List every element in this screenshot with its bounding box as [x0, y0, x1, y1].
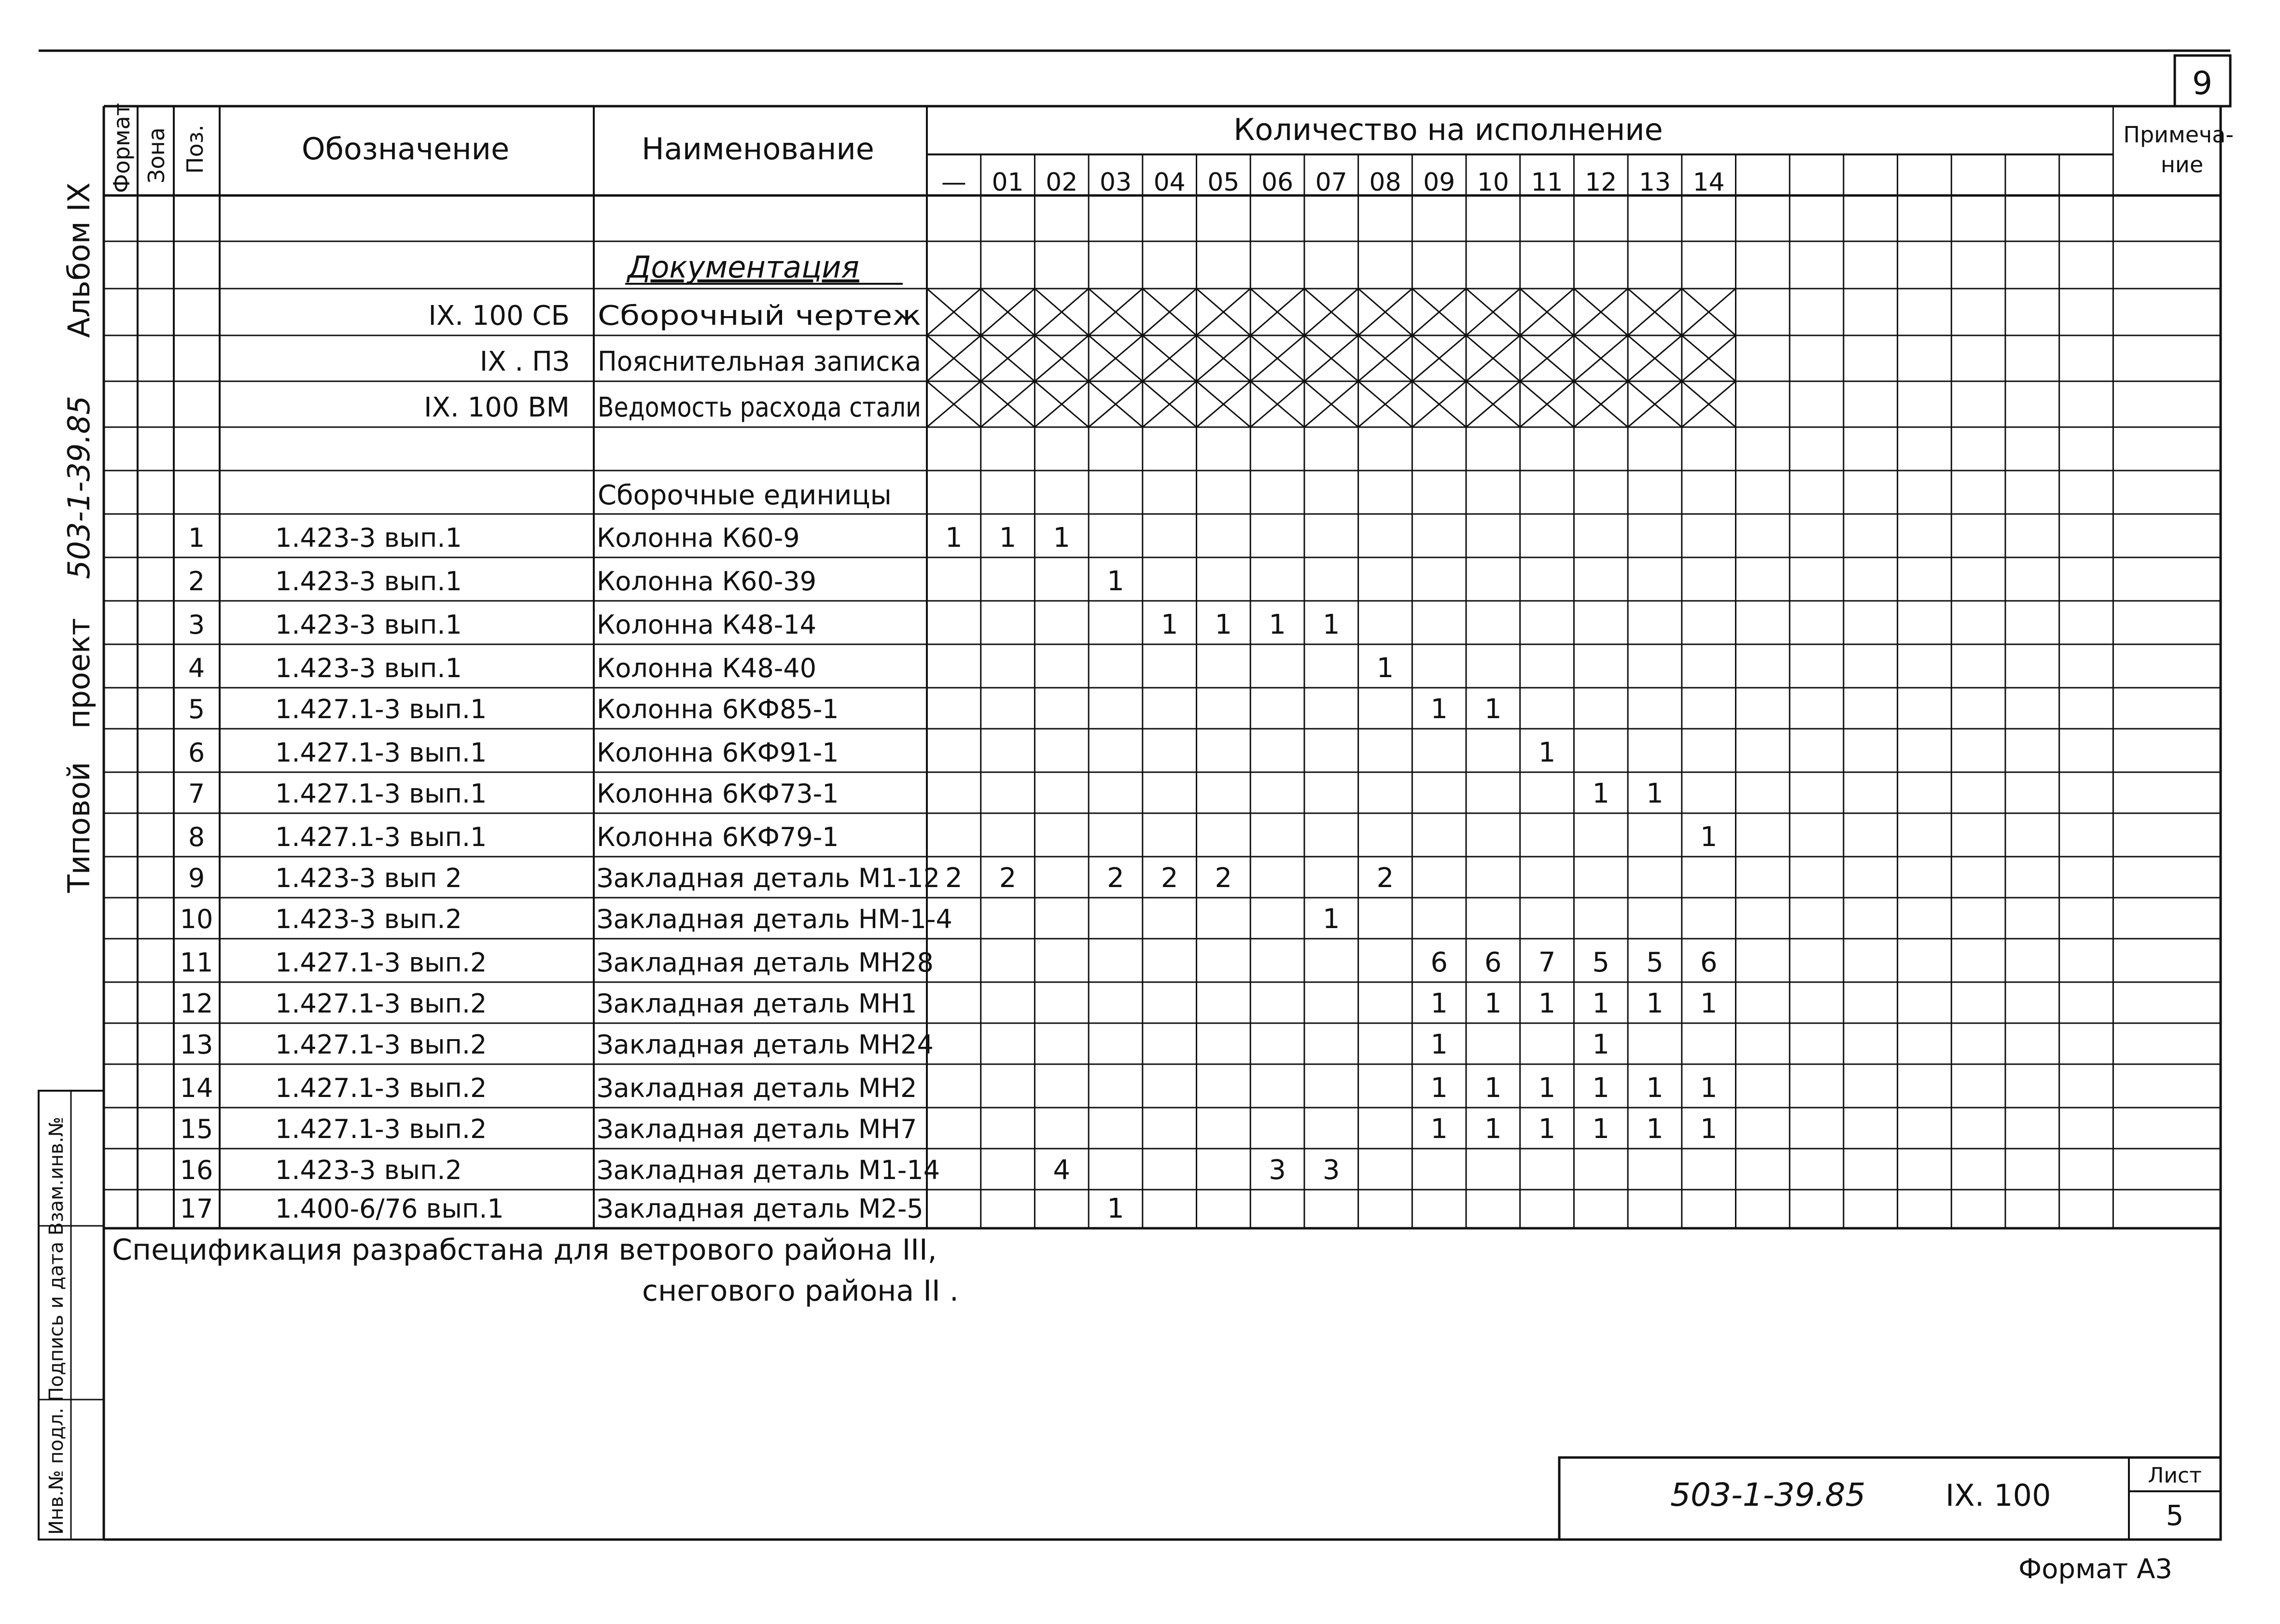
row-qty: 1 — [1376, 652, 1394, 684]
row-qty: 1 — [1430, 694, 1448, 725]
row-qty: 1 — [1592, 778, 1610, 809]
row-name: Закладная деталь МН28 — [597, 947, 934, 978]
row-designation: 1.423-3 вып.1 — [275, 523, 462, 553]
variant-header-7: 07 — [1315, 168, 1347, 197]
variant-header-2: 02 — [1046, 168, 1078, 197]
variant-header-6: 06 — [1261, 168, 1294, 197]
row-name: Колонна 6КФ91-1 — [597, 737, 839, 768]
table-row — [188, 737, 1556, 768]
row-qty: 1 — [1700, 1113, 1718, 1145]
header-name: Наименование — [642, 131, 874, 167]
row-qty: 1 — [1592, 988, 1610, 1019]
row-designation: 1.423-3 вып.2 — [275, 1155, 462, 1185]
variant-headers — [941, 168, 1725, 197]
specification-rows — [180, 522, 1718, 1224]
row-qty: 1 — [1161, 609, 1178, 640]
row-qty: 4 — [1053, 1154, 1071, 1186]
row-qty: 2 — [1161, 862, 1178, 894]
row-designation: 1.427.1-3 вып.2 — [275, 947, 487, 978]
stamp-text: Инв.№ подл. Подпись и дата Взам.инв.№ — [45, 1116, 68, 1535]
table-row — [188, 778, 1664, 809]
side-project: проект — [61, 618, 97, 729]
row-pos: 3 — [188, 610, 205, 640]
row-qty: 1 — [999, 522, 1017, 554]
row-name: Закладная деталь М1-12 — [597, 863, 940, 893]
row-qty: 1 — [1484, 1113, 1502, 1145]
row-pos: 10 — [180, 904, 213, 934]
row-pos: 7 — [188, 778, 205, 809]
header-designation: Обозначение — [301, 131, 510, 167]
row-designation: 1.427.1-3 вып.1 — [275, 737, 487, 768]
table-row — [188, 609, 1340, 640]
header-format: Формат — [109, 103, 135, 193]
row-designation: 1.427.1-3 вып.1 — [275, 822, 487, 852]
row-qty: 1 — [1430, 1113, 1448, 1145]
doc-designation-2: IX. 100 ВМ — [424, 392, 570, 423]
section-documentation: Документация — [628, 250, 859, 285]
row-pos: 11 — [180, 947, 213, 978]
row-pos: 9 — [188, 863, 205, 893]
section-assembly-units: Сборочные единицы — [598, 480, 892, 511]
row-qty: 1 — [1646, 1072, 1664, 1104]
row-designation: 1.427.1-3 вып.2 — [275, 1073, 487, 1103]
row-qty: 1 — [1107, 566, 1124, 597]
row-pos: 6 — [188, 737, 205, 768]
row-qty: 1 — [945, 522, 963, 554]
row-name: Колонна К60-9 — [597, 523, 800, 553]
title-code: 503-1-39.85 — [1670, 1476, 1866, 1513]
row-name: Закладная деталь М1-14 — [597, 1155, 940, 1185]
page-number: 9 — [2192, 65, 2212, 102]
row-qty: 1 — [1430, 1072, 1448, 1104]
row-qty: 1 — [1700, 821, 1718, 853]
table-row — [180, 1113, 1718, 1145]
table-row — [180, 988, 1718, 1019]
row-pos: 1 — [188, 523, 205, 553]
row-name: Колонна К48-40 — [597, 653, 817, 683]
variant-header-10: 10 — [1477, 168, 1509, 197]
row-qty: 1 — [1592, 1113, 1610, 1145]
variant-header-3: 03 — [1099, 168, 1132, 197]
row-designation: 1.423-3 вып.2 — [275, 904, 462, 934]
row-pos: 17 — [180, 1194, 213, 1224]
row-pos: 14 — [180, 1073, 213, 1103]
row-qty: 7 — [1538, 947, 1556, 978]
row-pos: 13 — [180, 1029, 213, 1060]
row-qty: 6 — [1700, 947, 1718, 978]
variant-header-11: 11 — [1531, 168, 1563, 197]
row-name: Закладная деталь МН7 — [597, 1114, 917, 1144]
row-name: Закладная деталь МН1 — [597, 988, 917, 1019]
row-qty: 2 — [1215, 862, 1232, 894]
variant-header-5: 05 — [1207, 168, 1240, 197]
row-qty: 1 — [1592, 1029, 1610, 1060]
row-designation: 1.427.1-3 вып.2 — [275, 1029, 487, 1060]
title-sheet-number: 5 — [2166, 1499, 2184, 1532]
row-qty: 1 — [1322, 609, 1340, 640]
row-designation: 1.427.1-3 вып.1 — [275, 694, 487, 724]
row-qty: 3 — [1322, 1154, 1340, 1186]
row-qty: 1 — [1484, 988, 1502, 1019]
table-row — [188, 566, 1124, 597]
side-album: Альбом IX — [61, 182, 97, 338]
row-qty: 1 — [1430, 1029, 1448, 1060]
title-sheet-label: Лист — [2148, 1463, 2202, 1488]
row-qty: 1 — [1592, 1072, 1610, 1104]
row-qty: 6 — [1484, 947, 1502, 978]
table-row — [188, 652, 1394, 684]
row-qty: 1 — [1107, 1193, 1124, 1224]
side-typical: Типовой — [61, 762, 97, 893]
doc-name-2: Ведомость расхода стали — [598, 392, 921, 423]
variant-header-4: 04 — [1153, 168, 1186, 197]
row-name: Колонна К48-14 — [597, 610, 817, 640]
row-qty: 1 — [1700, 1072, 1718, 1104]
header-note-line2: ние — [2160, 152, 2204, 178]
row-name: Закладная деталь М2-5 — [597, 1194, 923, 1224]
header-quantity: Количество на исполнение — [1233, 112, 1663, 147]
variant-header-9: 09 — [1423, 168, 1455, 197]
row-pos: 5 — [188, 694, 205, 724]
doc-designation-1: IX . ПЗ — [479, 346, 570, 377]
row-pos: 8 — [188, 822, 205, 852]
row-pos: 15 — [180, 1114, 213, 1144]
documentation-rows — [424, 289, 1735, 427]
table-row — [188, 821, 1718, 853]
row-designation: 1.427.1-3 вып.2 — [275, 1114, 487, 1144]
variant-header-0: — — [941, 168, 966, 197]
header-note — [2123, 122, 2240, 178]
row-qty: 1 — [1646, 778, 1664, 809]
variant-header-8: 08 — [1369, 168, 1401, 197]
row-name: Колонна К60-39 — [597, 566, 817, 597]
row-name: Закладная деталь НМ-1-4 — [597, 904, 952, 934]
header-zone: Зона — [143, 127, 169, 183]
row-designation: 1.423-3 вып.1 — [275, 653, 462, 683]
table-row — [180, 947, 1718, 978]
row-designation: 1.423-3 вып.1 — [275, 610, 462, 640]
row-name: Колонна 6КФ73-1 — [597, 778, 839, 809]
note-line-2: снегового района II . — [642, 1274, 959, 1308]
table-row — [188, 862, 1394, 894]
row-qty: 1 — [1646, 988, 1664, 1019]
row-qty: 1 — [1484, 1072, 1502, 1104]
row-designation: 1.400-6/76 вып.1 — [275, 1194, 504, 1224]
row-designation: 1.427.1-3 вып.1 — [275, 778, 487, 809]
row-qty: 1 — [1538, 988, 1556, 1019]
row-qty: 1 — [1538, 1072, 1556, 1104]
doc-name-1: Пояснительная записка — [598, 346, 921, 377]
variant-header-13: 13 — [1638, 168, 1671, 197]
title-block — [1559, 1457, 2221, 1540]
header-pos: Поз. — [182, 125, 208, 174]
row-pos: 2 — [188, 566, 205, 597]
table-row — [180, 1072, 1718, 1104]
row-qty: 1 — [1430, 988, 1448, 1019]
row-qty: 1 — [1646, 1113, 1664, 1145]
doc-name-0: Сборочный чертеж — [598, 300, 921, 332]
table-row — [180, 1029, 1609, 1060]
row-qty: 2 — [945, 862, 963, 894]
header-note-line1: Примеча- — [2123, 122, 2234, 148]
row-qty: 5 — [1646, 947, 1664, 978]
row-qty: 1 — [1700, 988, 1718, 1019]
row-pos: 4 — [188, 653, 205, 683]
title-designation: IX. 100 — [1945, 1478, 2051, 1513]
table-row — [188, 522, 1070, 554]
row-qty: 1 — [1053, 522, 1071, 554]
format-label: Формат А3 — [2018, 1554, 2172, 1585]
row-qty: 1 — [1538, 737, 1556, 768]
doc-designation-0: IX. 100 СБ — [428, 300, 570, 332]
row-qty: 2 — [1376, 862, 1394, 894]
row-name: Колонна 6КФ79-1 — [597, 822, 839, 852]
table-row — [180, 903, 1340, 935]
row-qty: 1 — [1322, 903, 1340, 935]
row-qty: 5 — [1592, 947, 1610, 978]
row-qty: 1 — [1538, 1113, 1556, 1145]
row-qty: 2 — [999, 862, 1017, 894]
row-designation: 1.423-3 вып 2 — [275, 863, 462, 893]
side-code: 503-1-39.85 — [61, 395, 97, 579]
row-name: Закладная деталь МН24 — [597, 1029, 934, 1060]
variant-header-1: 01 — [992, 168, 1024, 197]
row-pos: 16 — [180, 1155, 213, 1185]
row-qty: 2 — [1107, 862, 1124, 894]
row-name: Колонна 6КФ85-1 — [597, 694, 839, 724]
row-designation: 1.427.1-3 вып.2 — [275, 988, 487, 1019]
row-name: Закладная деталь МН2 — [597, 1073, 917, 1103]
row-pos: 12 — [180, 988, 213, 1019]
row-qty: 3 — [1269, 1154, 1286, 1186]
table-row — [180, 1193, 1124, 1224]
row-qty: 1 — [1269, 609, 1286, 640]
row-designation: 1.423-3 вып.1 — [275, 566, 462, 597]
variant-header-12: 12 — [1585, 168, 1617, 197]
row-qty: 1 — [1215, 609, 1232, 640]
variant-header-14: 14 — [1693, 168, 1725, 197]
table-row — [180, 1154, 1340, 1186]
row-qty: 6 — [1430, 947, 1448, 978]
note-line-1: Спецификация разрабстана для ветрового района III, — [112, 1233, 937, 1267]
row-qty: 1 — [1484, 694, 1502, 725]
